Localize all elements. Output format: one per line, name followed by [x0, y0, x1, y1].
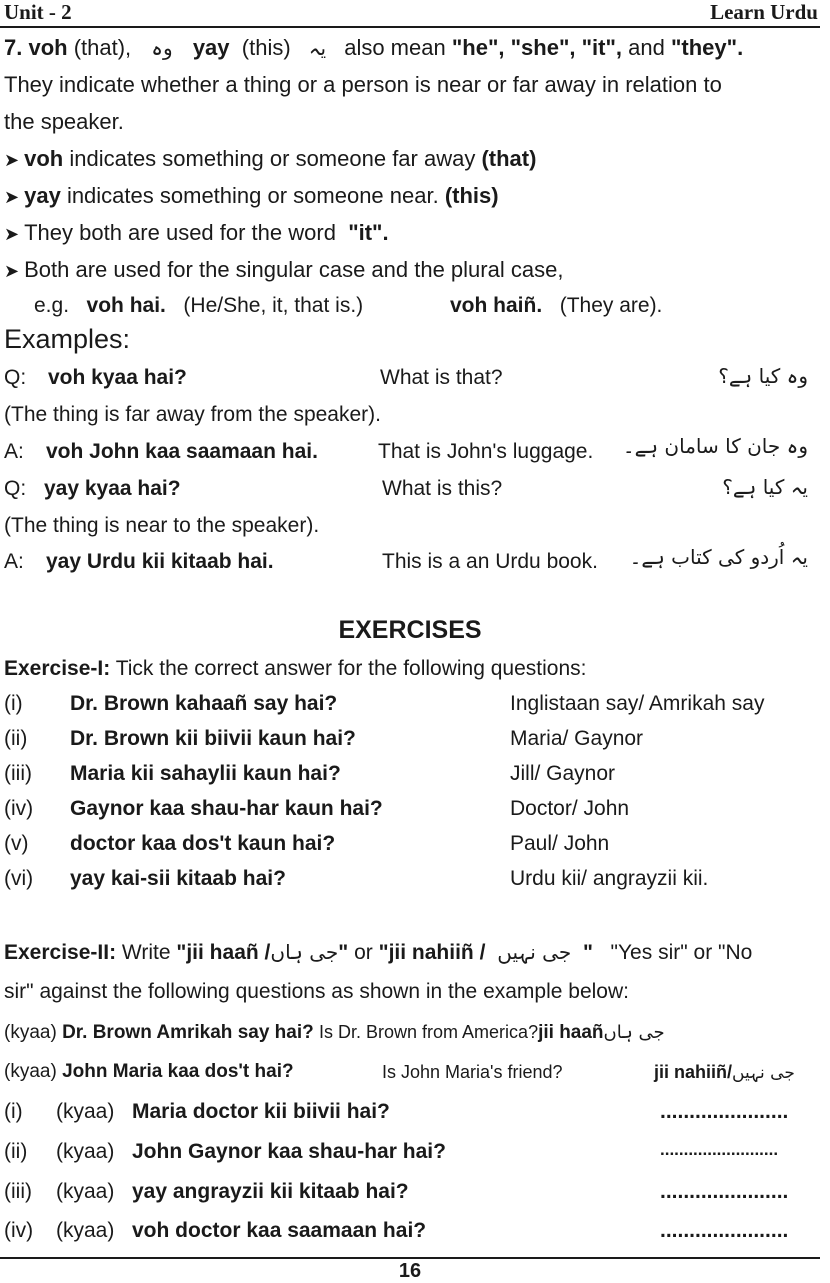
a2-urdu: یہ اُردو کی کتاب ہے۔ [629, 545, 808, 569]
unit-label: Unit - 2 [4, 0, 72, 24]
point-7-line2: They indicate whether a thing or a person is near or far away in relation to [4, 72, 722, 97]
q1-urdu: وہ کیا ہے؟ [718, 364, 808, 388]
arrow-icon: ➤ [4, 224, 20, 244]
a2-english: This is a an Urdu book. [382, 550, 598, 573]
note-far: (The thing is far away from the speaker). [4, 403, 381, 426]
pronouns: "he", "she", "it", [451, 35, 623, 60]
urdu-voh: وہ [151, 36, 173, 60]
a1-english: That is John's luggage. [378, 440, 594, 463]
yay-word: yay [192, 35, 230, 60]
a1-label: A: [4, 440, 24, 463]
examples-heading: Examples: [4, 324, 131, 354]
point-7-line3: the speaker. [4, 109, 124, 134]
q2-label: Q: [4, 477, 27, 500]
q1-label: Q: [4, 366, 27, 389]
q2-urdu: یہ کیا ہے؟ [722, 475, 808, 499]
ex2-sample-2-answer: jii nahiiñ/جی نہیں [654, 1062, 795, 1083]
exercises-title: EXERCISES [338, 616, 482, 644]
arrow-icon: ➤ [4, 261, 20, 281]
answer-blank[interactable]: ...................... [660, 1100, 789, 1123]
q2-text: yay kyaa hai? [44, 477, 181, 500]
book-title: Learn Urdu [710, 0, 818, 24]
ex2-sample-2: (kyaa) John Maria kaa dos't hai? [4, 1061, 294, 1082]
a1-urdu: وہ جان کا سامان ہے۔ [622, 434, 808, 458]
a2-text: yay Urdu kii kitaab hai. [46, 550, 274, 573]
they-word: "they". [670, 35, 744, 60]
arrow-icon: ➤ [4, 187, 20, 207]
bullet-yay: ➤ yay indicates something or someone near. (this) [4, 183, 499, 208]
page-number: 16 [398, 1260, 422, 1282]
urdu-yay: یہ [308, 36, 327, 60]
ex1-instructions: Exercise-I: Tick the correct answer for the following questions: [4, 657, 587, 680]
q1-text: voh kyaa hai? [48, 366, 187, 389]
bullet-voh: ➤ voh indicates something or someone far away (that) [4, 146, 537, 171]
bullet-plural: ➤ Both are used for the singular case and the plural case, [4, 257, 564, 282]
footer-rule [0, 1257, 820, 1259]
also-mean: also mean [344, 35, 446, 60]
answer-blank[interactable]: ...................... [660, 1219, 789, 1242]
and-word: and [628, 35, 665, 60]
note-near: (The thing is near to the speaker). [4, 514, 320, 537]
point-7-num: 7. voh [4, 35, 68, 60]
arrow-icon: ➤ [4, 150, 20, 170]
answer-blank[interactable]: ......................... [660, 1140, 779, 1159]
answer-blank[interactable]: ...................... [660, 1180, 789, 1203]
ex2-instructions-line1: Exercise-II: Write "jii haañ /جی ہاں" or "jii nahiiñ / جی نہیں " "Yes sir" or "No [4, 940, 753, 964]
a2-label: A: [4, 550, 24, 573]
point-7-line1 [4, 35, 743, 61]
q2-english: What is this? [382, 477, 503, 500]
eg-line: e.g. voh hai. (He/She, it, that is.) [34, 294, 364, 317]
eg-plural: voh haiñ. (They are). [450, 294, 663, 317]
ex2-sample-1: (kyaa) Dr. Brown Amrikah say hai? Is Dr. Brown from America?jii haañجی ہاں [4, 1022, 665, 1043]
bullet-it: ➤ They both are used for the word "it". [4, 220, 389, 245]
ex2-sample-2-english: Is John Maria's friend? [382, 1062, 563, 1082]
q1-english: What is that? [380, 366, 503, 389]
this-paren: (this) [241, 35, 291, 60]
ex2-instructions-line2: sir" against the following questions as shown in the example below: [4, 980, 629, 1003]
that-paren: (that), [73, 35, 132, 60]
a1-text: voh John kaa saamaan hai. [46, 440, 318, 463]
header-rule [0, 26, 820, 28]
